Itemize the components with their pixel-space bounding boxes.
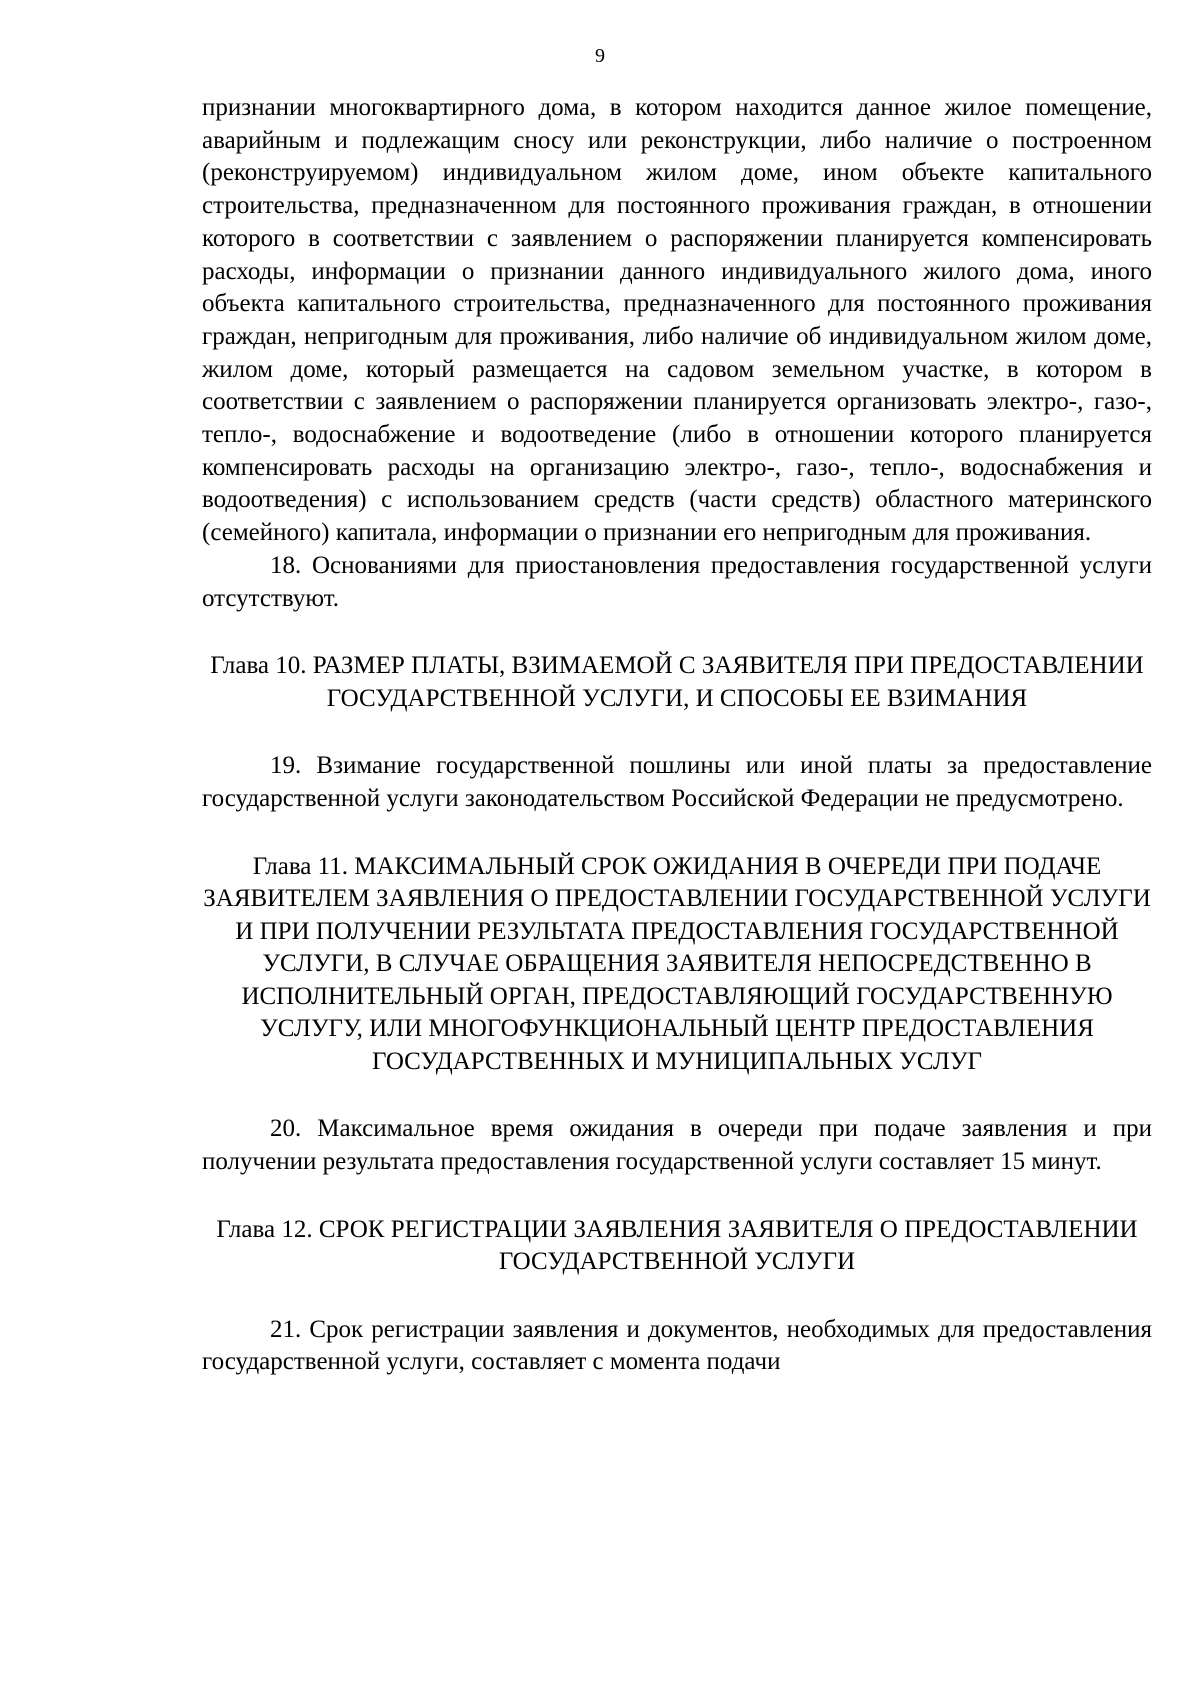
page-number: 9 (595, 45, 605, 67)
paragraph-18: 18. Основаниями для приостановления предоставления государственной услуги отсутствуют. (202, 551, 1152, 612)
chapter-12-heading: Глава 12. СРОК РЕГИСТРАЦИИ ЗАЯВЛЕНИЯ ЗАЯВИТЕЛЯ О ПРЕДОСТАВЛЕНИИ ГОСУДАРСТВЕННОЙ УСЛУГИ (216, 1215, 1138, 1276)
paragraph-continuation: признании многоквартирного дома, в котором находится данное жилое помещение, аварийным и подлежащим сносу или реконструкции, либо наличие о построенном (реконструируемом) индивидуальном жилом доме, ином объекте капитального строительства, предназначенном для постоянного проживания граждан, в отношении которого в соответствии с заявлением о распоряжении планируется компенсировать расходы, информации о признании данного индивидуального жилого дома, иного объекта капитального строительства, предназначенного для постоянного проживания граждан, непригодным для проживания, либо наличие об индивидуальном жилом доме, жилом доме, который размещается на садовом земельном участке, в котором в соответствии с заявлением о распоряжении планируется организовать электро-, газо-, тепло-, водоснабжение и водоотведение (либо в отношении которого планируется компенсировать расходы на организацию электро-, газо-, тепло-, водоснабжения и водоотведения) с использованием средств (части средств) областного материнского (семейного) капитала, информации о признании его непригодным для проживания. (202, 94, 1152, 547)
paragraph-20: 20. Максимальное время ожидания в очереди при подаче заявления и при получении результата предоставления государственной услуги составляет 15 минут. (202, 1115, 1152, 1175)
paragraph-21: 21. Срок регистрации заявления и документов, необходимых для предоставления государственной услуги, составляет с момента подачи (202, 1315, 1152, 1376)
page-body (202, 92, 1152, 1379)
chapter-10-heading: Глава 10. РАЗМЕР ПЛАТЫ, ВЗИМАЕМОЙ С ЗАЯВИТЕЛЯ ПРИ ПРЕДОСТАВЛЕНИИ ГОСУДАРСТВЕННОЙ УСЛУГИ, И СПОСОБЫ ЕЕ ВЗИМАНИЯ (210, 652, 1144, 712)
paragraph-19: 19. Взимание государственной пошлины или иной платы за предоставление государственной услуги законодательством Российской Федерации не предусмотрено. (202, 752, 1152, 812)
chapter-11-heading: Глава 11. МАКСИМАЛЬНЫЙ СРОК ОЖИДАНИЯ В ОЧЕРЕДИ ПРИ ПОДАЧЕ ЗАЯВИТЕЛЕМ ЗАЯВЛЕНИЯ О ПРЕДОСТАВЛЕНИИ ГОСУДАРСТВЕННОЙ УСЛУГИ И ПРИ ПОЛУЧЕНИИ РЕЗУЛЬТАТА ПРЕДОСТАВЛЕНИЯ ГОСУДАРСТВЕННОЙ УСЛУГИ, В СЛУЧАЕ ОБРАЩЕНИЯ ЗАЯВИТЕЛЯ НЕПОСРЕДСТВЕННО В ИСПОЛНИТЕЛЬНЫЙ ОРГАН, ПРЕДОСТАВЛЯЮЩИЙ ГОСУДАРСТВЕННУЮ УСЛУГУ, ИЛИ МНОГОФУНКЦИОНАЛЬНЫЙ ЦЕНТР ПРЕДОСТАВЛЕНИЯ ГОСУДАРСТВЕННЫХ И МУНИЦИПАЛЬНЫХ УСЛУГ (203, 852, 1151, 1075)
